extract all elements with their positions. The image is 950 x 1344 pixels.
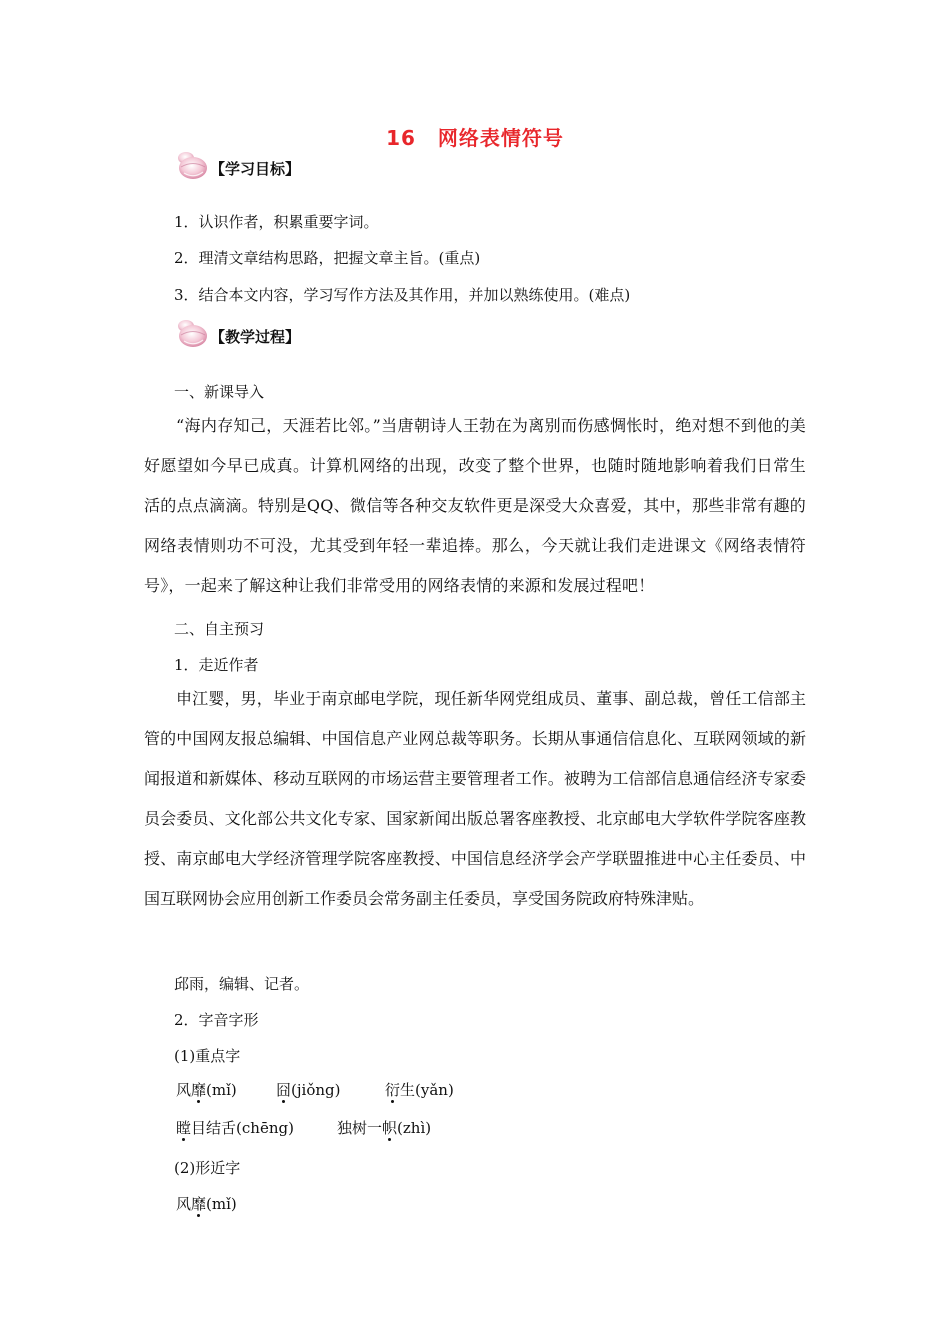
similar-chars-title: (2)形近字 bbox=[174, 1159, 241, 1177]
key-char-item: 瞠目结舌(chēng) bbox=[176, 1119, 294, 1137]
subsection-author: 1．走近作者 bbox=[174, 656, 259, 674]
key-char-item: 囧(jiǒng) bbox=[276, 1081, 341, 1099]
intro-paragraph: “海内存知己，天涯若比邻。”当唐朝诗人王勃在为离别而伤感惆怅时，绝对想不到他的美好愿望如今早已成真。计算机网络的出现，改变了整个世界，也随时随地影响着我们日常生活的点点滴滴。特别是QQ、微信等各种交友软件更是深受大众喜爱，其中，那些非常有趣的网络表情则功不可没，尤其受到年轻一辈追捧。那么，今天就让我们走进课文《网络表情符号》，一起来了解这种让我们非常受用的网络表情的来源和发展过程吧！ bbox=[144, 416, 806, 595]
key-chars-title: (1)重点字 bbox=[174, 1047, 241, 1065]
dotted-char: 囧 bbox=[276, 1081, 292, 1099]
dotted-char: 衍 bbox=[385, 1081, 401, 1099]
lesson-number: 16 bbox=[386, 126, 416, 150]
objective-item-1: 1．认识作者，积累重要字词。 bbox=[174, 213, 379, 231]
objective-item-2: 2．理清文章结构思路，把握文章主旨。(重点) bbox=[174, 249, 481, 267]
section-title-preview: 二、自主预习 bbox=[174, 620, 265, 638]
author-paragraph-2: 邱雨，编辑、记者。 bbox=[174, 975, 310, 993]
dotted-char: 靡 bbox=[191, 1081, 207, 1099]
dotted-char: 瞠 bbox=[176, 1119, 192, 1137]
key-char-item: 风靡(mǐ) bbox=[176, 1081, 237, 1099]
objective-item-3: 3．结合本文内容，学习写作方法及其作用，并加以熟练使用。(难点) bbox=[174, 286, 631, 304]
flower-icon bbox=[172, 314, 212, 354]
key-char-item: 衍生(yǎn) bbox=[385, 1081, 454, 1099]
author-paragraph-1: 申江婴，男，毕业于南京邮电学院，现任新华网党组成员、董事、副总裁，曾任工信部主管的中国网友报总编辑、中国信息产业网总裁等职务。长期从事通信信息化、互联网领域的新闻报道和新媒体、移动互联网的市场运营主要管理者工作。被聘为工信部信息通信经济专家委员会委员、文化部公共文化专家、国家新闻出版总署客座教授、北京邮电大学软件学院客座教授、南京邮电大学经济管理学院客座教授、中国信息经济学会产学联盟推进中心主任委员、中国互联网协会应用创新工作委员会常务副主任委员，享受国务院政府特殊津贴。 bbox=[144, 689, 806, 908]
dotted-char: 帜 bbox=[382, 1119, 398, 1137]
section-title-intro: 一、新课导入 bbox=[174, 383, 265, 401]
dotted-char: 靡 bbox=[191, 1195, 207, 1213]
similar-char-item: 风靡(mǐ) bbox=[176, 1195, 237, 1213]
lesson-title: 网络表情符号 bbox=[437, 126, 564, 150]
key-char-item: 独树一帜(zhì) bbox=[337, 1119, 432, 1137]
process-heading-label: 【教学过程】 bbox=[210, 328, 301, 346]
objectives-heading-label: 【学习目标】 bbox=[210, 160, 301, 178]
subsection-pronunciation: 2．字音字形 bbox=[174, 1011, 259, 1029]
flower-icon bbox=[172, 146, 212, 186]
page-title bbox=[0, 122, 950, 151]
